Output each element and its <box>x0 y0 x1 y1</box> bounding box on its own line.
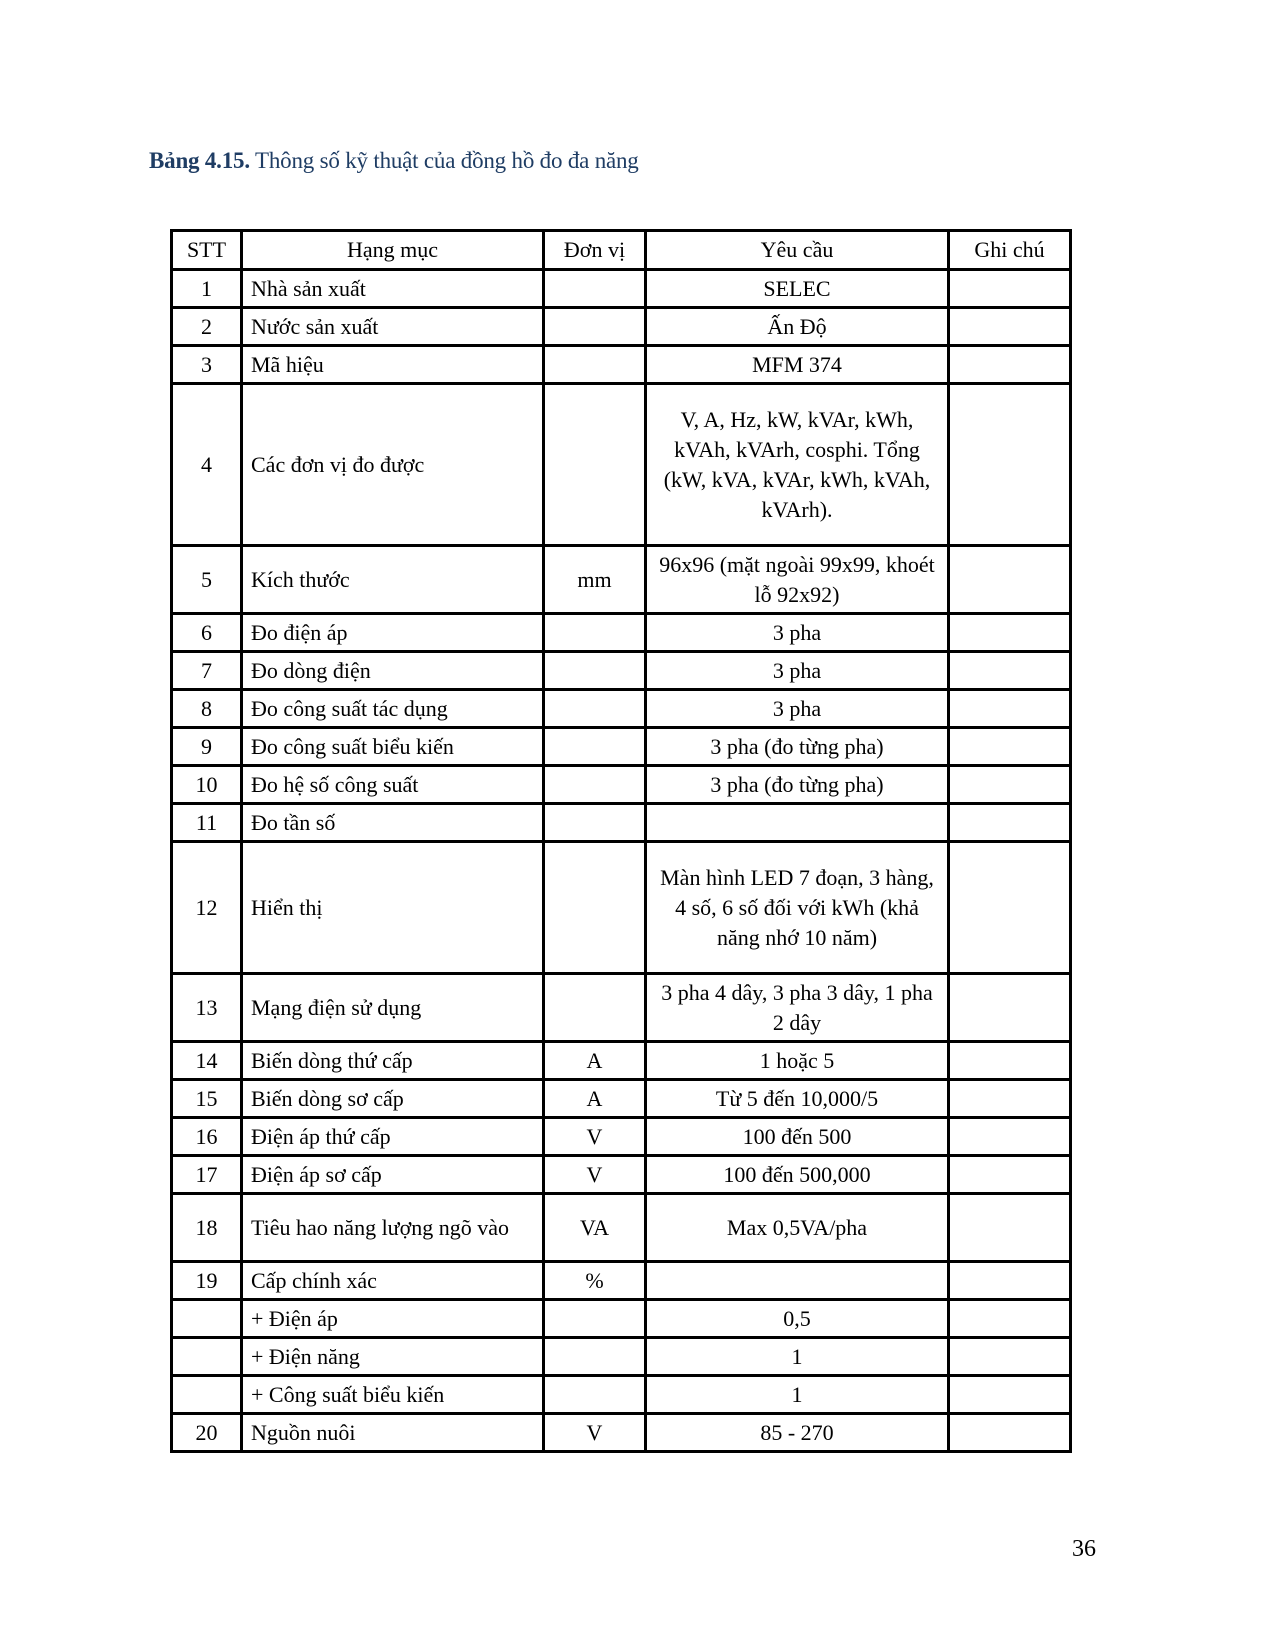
cell-requirement: 85 - 270 <box>646 1414 949 1452</box>
cell-item: Hiển thị <box>242 842 544 974</box>
cell-requirement: 3 pha (đo từng pha) <box>646 766 949 804</box>
table-caption <box>149 148 639 174</box>
cell-unit <box>544 728 646 766</box>
cell-note <box>949 804 1071 842</box>
cell-requirement: 3 pha <box>646 652 949 690</box>
cell-requirement: 3 pha <box>646 690 949 728</box>
cell-stt: 5 <box>172 546 242 614</box>
cell-stt: 9 <box>172 728 242 766</box>
cell-note <box>949 1194 1071 1262</box>
header-item: Hạng mục <box>242 231 544 270</box>
header-note: Ghi chú <box>949 231 1071 270</box>
cell-item: Mạng điện sử dụng <box>242 974 544 1042</box>
cell-item: Đo điện áp <box>242 614 544 652</box>
cell-requirement: 3 pha <box>646 614 949 652</box>
cell-unit <box>544 346 646 384</box>
cell-stt <box>172 1376 242 1414</box>
cell-item: Đo công suất tác dụng <box>242 690 544 728</box>
cell-stt: 17 <box>172 1156 242 1194</box>
cell-item: Nước sản xuất <box>242 308 544 346</box>
table-header-row <box>172 231 1071 270</box>
cell-requirement: Màn hình LED 7 đoạn, 3 hàng, 4 số, 6 số đối với kWh (khả năng nhớ 10 năm) <box>646 842 949 974</box>
header-requirement: Yêu cầu <box>646 231 949 270</box>
cell-requirement <box>646 804 949 842</box>
cell-requirement <box>646 1262 949 1300</box>
cell-item: Nhà sản xuất <box>242 270 544 308</box>
cell-stt: 19 <box>172 1262 242 1300</box>
cell-stt <box>172 1300 242 1338</box>
cell-note <box>949 1376 1071 1414</box>
cell-unit <box>544 974 646 1042</box>
cell-unit <box>544 1338 646 1376</box>
cell-stt: 12 <box>172 842 242 974</box>
table-row <box>172 1414 1071 1452</box>
cell-unit <box>544 270 646 308</box>
cell-requirement: 1 <box>646 1376 949 1414</box>
table-row <box>172 1080 1071 1118</box>
cell-unit: V <box>544 1118 646 1156</box>
table-row <box>172 614 1071 652</box>
cell-stt: 10 <box>172 766 242 804</box>
cell-stt: 4 <box>172 384 242 546</box>
cell-item: Các đơn vị đo được <box>242 384 544 546</box>
cell-requirement: V, A, Hz, kW, kVAr, kWh, kVAh, kVArh, cosphi. Tổng (kW, kVA, kVAr, kWh, kVAh, kVArh). <box>646 384 949 546</box>
cell-requirement: SELEC <box>646 270 949 308</box>
cell-unit: A <box>544 1042 646 1080</box>
cell-requirement: 100 đến 500,000 <box>646 1156 949 1194</box>
cell-unit: A <box>544 1080 646 1118</box>
cell-unit <box>544 1376 646 1414</box>
cell-item: Nguồn nuôi <box>242 1414 544 1452</box>
cell-stt: 20 <box>172 1414 242 1452</box>
cell-requirement: 100 đến 500 <box>646 1118 949 1156</box>
cell-note <box>949 1156 1071 1194</box>
cell-note <box>949 766 1071 804</box>
cell-unit <box>544 308 646 346</box>
cell-unit: VA <box>544 1194 646 1262</box>
cell-unit: V <box>544 1156 646 1194</box>
table-row <box>172 842 1071 974</box>
cell-note <box>949 270 1071 308</box>
cell-stt: 11 <box>172 804 242 842</box>
cell-item: + Điện áp <box>242 1300 544 1338</box>
cell-unit <box>544 1300 646 1338</box>
cell-item: Điện áp thứ cấp <box>242 1118 544 1156</box>
cell-unit: V <box>544 1414 646 1452</box>
cell-note <box>949 974 1071 1042</box>
cell-unit <box>544 384 646 546</box>
cell-requirement: Max 0,5VA/pha <box>646 1194 949 1262</box>
table-row <box>172 1118 1071 1156</box>
cell-stt: 13 <box>172 974 242 1042</box>
cell-stt: 8 <box>172 690 242 728</box>
table-row <box>172 804 1071 842</box>
cell-item: Đo công suất biểu kiến <box>242 728 544 766</box>
cell-note <box>949 1118 1071 1156</box>
cell-requirement: 1 <box>646 1338 949 1376</box>
cell-stt <box>172 1338 242 1376</box>
cell-stt: 15 <box>172 1080 242 1118</box>
cell-item: Tiêu hao năng lượng ngõ vào <box>242 1194 544 1262</box>
cell-item: Mã hiệu <box>242 346 544 384</box>
cell-item: Cấp chính xác <box>242 1262 544 1300</box>
cell-unit <box>544 804 646 842</box>
cell-requirement: 3 pha (đo từng pha) <box>646 728 949 766</box>
table-row <box>172 1262 1071 1300</box>
cell-requirement: 1 hoặc 5 <box>646 1042 949 1080</box>
cell-note <box>949 842 1071 974</box>
cell-item: + Điện năng <box>242 1338 544 1376</box>
cell-unit <box>544 652 646 690</box>
cell-unit: mm <box>544 546 646 614</box>
table-row <box>172 346 1071 384</box>
header-unit: Đơn vị <box>544 231 646 270</box>
table-row <box>172 1042 1071 1080</box>
spec-table <box>170 229 1072 1453</box>
table-row <box>172 652 1071 690</box>
cell-item: Kích thước <box>242 546 544 614</box>
cell-stt: 14 <box>172 1042 242 1080</box>
cell-note <box>949 614 1071 652</box>
table-row <box>172 308 1071 346</box>
table-row <box>172 766 1071 804</box>
cell-note <box>949 1080 1071 1118</box>
cell-stt: 16 <box>172 1118 242 1156</box>
cell-item: Đo hệ số công suất <box>242 766 544 804</box>
table-row <box>172 1376 1071 1414</box>
cell-note <box>949 546 1071 614</box>
table-row <box>172 546 1071 614</box>
cell-requirement: 0,5 <box>646 1300 949 1338</box>
cell-unit <box>544 614 646 652</box>
table-row <box>172 1194 1071 1262</box>
cell-item: Đo dòng điện <box>242 652 544 690</box>
cell-stt: 1 <box>172 270 242 308</box>
cell-item: Biến dòng sơ cấp <box>242 1080 544 1118</box>
cell-requirement: MFM 374 <box>646 346 949 384</box>
table-row <box>172 1300 1071 1338</box>
cell-note <box>949 346 1071 384</box>
cell-note <box>949 308 1071 346</box>
table-row <box>172 974 1071 1042</box>
cell-stt: 2 <box>172 308 242 346</box>
cell-note <box>949 728 1071 766</box>
cell-stt: 18 <box>172 1194 242 1262</box>
cell-stt: 6 <box>172 614 242 652</box>
table-row <box>172 728 1071 766</box>
table-row <box>172 1338 1071 1376</box>
header-stt: STT <box>172 231 242 270</box>
cell-requirement: Ấn Độ <box>646 308 949 346</box>
cell-note <box>949 652 1071 690</box>
cell-item: Điện áp sơ cấp <box>242 1156 544 1194</box>
table-row <box>172 384 1071 546</box>
cell-note <box>949 1042 1071 1080</box>
cell-requirement: 96x96 (mặt ngoài 99x99, khoét lỗ 92x92) <box>646 546 949 614</box>
cell-note <box>949 1262 1071 1300</box>
cell-note <box>949 690 1071 728</box>
cell-unit <box>544 766 646 804</box>
page-number: 36 <box>1072 1536 1096 1562</box>
table-row <box>172 270 1071 308</box>
cell-item: Biến dòng thứ cấp <box>242 1042 544 1080</box>
cell-item: Đo tần số <box>242 804 544 842</box>
cell-unit <box>544 842 646 974</box>
cell-note <box>949 1338 1071 1376</box>
table-row <box>172 1156 1071 1194</box>
cell-note <box>949 1300 1071 1338</box>
cell-unit: % <box>544 1262 646 1300</box>
cell-unit <box>544 690 646 728</box>
cell-requirement: Từ 5 đến 10,000/5 <box>646 1080 949 1118</box>
cell-stt: 7 <box>172 652 242 690</box>
cell-stt: 3 <box>172 346 242 384</box>
caption-text: Thông số kỹ thuật của đồng hồ đo đa năng <box>249 148 639 173</box>
table-row <box>172 690 1071 728</box>
caption-label: Bảng 4.15. <box>149 148 250 173</box>
cell-note <box>949 384 1071 546</box>
cell-note <box>949 1414 1071 1452</box>
cell-item: + Công suất biểu kiến <box>242 1376 544 1414</box>
cell-requirement: 3 pha 4 dây, 3 pha 3 dây, 1 pha 2 dây <box>646 974 949 1042</box>
